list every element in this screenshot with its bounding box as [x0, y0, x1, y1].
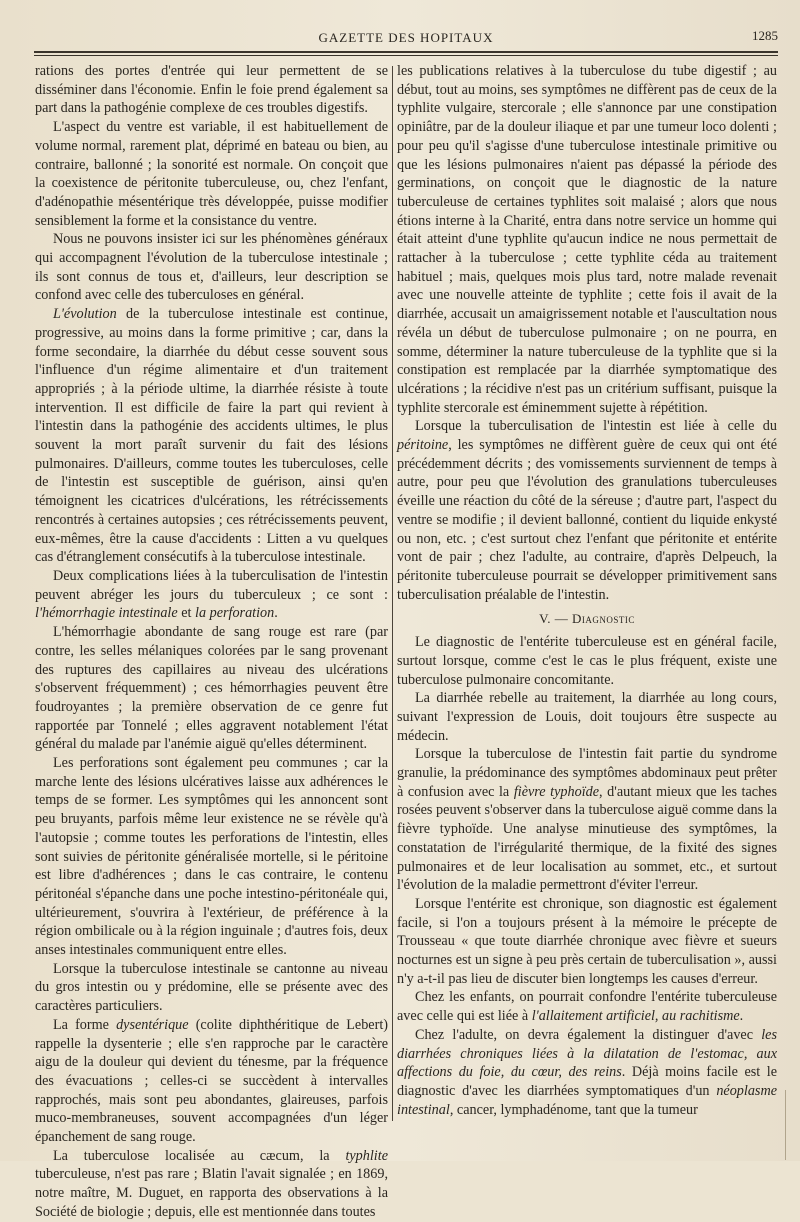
- body-text: Les perforations sont également peu communes ; car la marche lente des lésions ulcératives laisse aux adhérences le temps de se former. Les symptômes qui les annoncent sont peu bruyants, parfois même leur existence ne se révèle qu'à l'autopsie ; comme toutes les perforations de l'intestin, elles sont suivies de péritonite généralisée mortelle, si le péritoine est libre d'adhérences ; dans le cas contraire, le contenu péritonéal s'épanche dans une poche intestino-péritonéale qui, ultérieurement, s'ouvrira à l'extérieur, de préférence à la région ombilicale ou à la région inguinale ; d'autres fois, deux anses intestinales communiquent entre elles.: [35, 755, 388, 959]
- body-text: Le diagnostic de l'entérite tuberculeuse est en général facile, surtout lorsque, comme c'est le cas le plus fréquent, existe une tuberculose pulmonaire concomitante.: [397, 634, 777, 688]
- right-paragraph: [397, 895, 777, 989]
- left-paragraph: [35, 567, 388, 623]
- body-text: Deux complications liées à la tuberculisation de l'intestin peuvent abréger les jours du tuberculeux ; ce sont :: [35, 567, 388, 603]
- body-text: La diarrhée rebelle au traitement, la diarrhée au long cours, suivant l'expression de Louis, doit toujours être suspecte au médecin.: [397, 690, 777, 744]
- left-paragraph: [35, 230, 388, 305]
- body-text: , d'autant mieux que les taches rosées peuvent s'observer dans la tuberculose aiguë comme dans la fièvre typhoïde. Une analyse minutieuse des symptômes, la constatation de l'irrégularité thermique, de la fixité des signes pulmonaires et de leur localisation au sommet, etc., et surtout l'évolution de la maladie permettront d'éviter l'erreur.: [397, 783, 777, 894]
- left-paragraph: [35, 305, 388, 567]
- body-text: Chez les enfants, on pourrait confondre l'entérite tuberculeuse avec celle qui est liée à: [397, 989, 777, 1025]
- right-paragraph: [397, 62, 777, 417]
- body-text: Lorsque la tuberculisation de l'intestin est liée à celle du: [415, 418, 777, 435]
- emphasis-text: l'hémorrhagie intestinale: [35, 605, 178, 622]
- body-text: .: [739, 1008, 744, 1025]
- emphasis-text: néoplasme intestinal: [397, 1082, 777, 1118]
- body-text: La tuberculose localisée au cæcum, la: [53, 1147, 346, 1164]
- left-paragraph: [35, 623, 388, 754]
- right-paragraph: [397, 1026, 777, 1120]
- body-text: La forme: [53, 1016, 117, 1033]
- body-text: Lorsque la tuberculose de l'intestin fait partie du syndrome granulie, la prédominance des symptômes abdominaux peut prêter à confusion avec la: [397, 746, 777, 800]
- left-column: [35, 62, 388, 1222]
- body-text: et: [177, 605, 196, 622]
- right-column: [397, 62, 777, 1119]
- left-paragraph: [35, 960, 388, 1016]
- emphasis-text: fièvre typhoïde: [513, 783, 600, 800]
- body-text: tuberculeuse, n'est pas rare ; Blatin l'avait signalée ; en 1869, notre maître, M. Duguet, en rapporta des observations à la Société de biologie ; depuis, elle est mentionnée dans toutes: [35, 1166, 388, 1220]
- page-header: [34, 20, 778, 50]
- right-paragraph: [397, 988, 777, 1025]
- left-paragraph: [35, 62, 388, 118]
- body-text: Nous ne pouvons insister ici sur les phénomènes généraux qui accompagnent l'évolution de la tuberculose intestinale ; ils sont connus de tous et, d'ailleurs, leur description se confond avec celle des tuberculoses en général.: [35, 231, 388, 304]
- right-paragraph: [397, 745, 777, 895]
- left-paragraph: [35, 754, 388, 960]
- body-text: .: [274, 605, 278, 622]
- emphasis-text: la perforation: [195, 605, 275, 622]
- header-rule-thick: [34, 51, 778, 53]
- body-text: Chez l'adulte, on devra également la distinguer d'avec: [415, 1026, 762, 1043]
- body-text: Lorsque la tuberculose intestinale se cantonne au niveau du gros intestin ou y prédomine, elle se présente avec des caractères particuliers.: [35, 960, 388, 1015]
- body-text: rations des portes d'entrée qui leur permettent de se disséminer dans l'économie. Enfin le foie prend également sa part dans la pathogénie complexe de ces troubles digestifs.: [35, 63, 388, 117]
- emphasis-text: l'allaitement artificiel, au rachitisme: [531, 1008, 740, 1025]
- section-heading: V. — Diagnostic: [539, 611, 635, 627]
- body-text: L'hémorrhagie abondante de sang rouge est rare (par contre, les selles mélaniques colorées par le sang provenant des ruptures des capillaires au niveau des ulcérations s'observent fréquemment) ; ces hémorrhagies peuvent être foudroyantes ; la première observation de ce genre fut rapportée par Tonnelé ; elles aggravent notablement l'état général du malade par l'anémie aiguë qu'elles déterminent.: [35, 624, 388, 753]
- left-paragraph: [35, 1147, 388, 1222]
- right-paragraph: [397, 417, 777, 604]
- emphasis-text: péritoine: [397, 437, 449, 454]
- header-rule-thin: [34, 55, 778, 56]
- body-text: de la tuberculose intestinale est continue, progressive, au moins dans la forme primitive ; car, dans la forme secondaire, la diarrhée du début cesse souvent sous l'influence d'un régime alimentaire et d'un traitement appropriés ; à la période ultime, la diarrhée résiste à toute intervention. Il est difficile de faire la part qui revient à l'intestin dans la pathogénie des accidents ultimes, le plus souvent la mort paraît survenir du fait des lésions pulmonaires. D'ailleurs, comme toutes les tuberculoses, celle de l'intestin est susceptible de guérison, ainsi qu'en témoignent les cicatrices d'ulcérations, les rétrécissements rencontrés à certaines autopsies ; ces rétrécissements peuvent, eux-mêmes, être la cause d'accidents : Litten a vu quelques cas d'étranglement consécutifs à la tuberculose intestinale.: [35, 306, 388, 566]
- page-fold-mark: [785, 1090, 792, 1160]
- journal-title: GAZETTE DES HOPITAUX: [318, 30, 494, 45]
- body-text: L'aspect du ventre est variable, il est habituellement de volume normal, rarement plat, déprimé en bateau ou bien, au contraire, ballonné ; la sonorité est normale. On conçoit que la coexistence de péritonite tuberculeuse, ou, chez l'enfant, d'adénopathie mésentérique très développée, puisse modifier sensiblement la forme et la consistance du ventre.: [35, 119, 388, 229]
- body-text: , cancer, lymphadénome, tant que la tumeur: [449, 1101, 698, 1118]
- body-text: Lorsque l'entérite est chronique, son diagnostic est également facile, si l'on a toujours présent à la mémoire le précepte de Trousseau « que toute diarrhée chronique avec fièvre et sueurs nocturnes est un signe à peu près certain de tuberculisation », aussi n'y a-t-il pas lieu de discuter bien longtemps les causes d'erreur.: [397, 895, 777, 987]
- right-paragraph: [397, 633, 777, 689]
- emphasis-text: L'évolution: [53, 306, 117, 323]
- body-text: les publications relatives à la tuberculose du tube digestif ; au début, tout au moins, ses symptômes ne diffèrent pas de ceux de la typhlite vulgaire, stercorale ; elle s'annonce par une constipation opiniâtre, par de la douleur iliaque et par une tumeur loco dolenti ; pour peu qu'il s'agisse d'une tuberculose intestinale primitive ou que les lésions pulmonaires n'aient pas dépassé la période des germinations, on conçoit que le diagnostic de la nature tuberculeuse de certaines typhlites soit malaisé ; alors que nous étions interne à la Charité, entra dans notre service un homme qui était atteint d'une typhlite qu'aucun indice ne nous permettait de rattacher à la tuberculose ; cette typhlite céda au traitement habituel ; mais, quelques mois plus tard, notre malade revenait avec une nouvelle atteinte de typhlite ; cette fois il avait de la diarrhée, accusait un amaigrissement notable et l'auscultation nous révéla un début de tuberculose pulmonaire ; on ne pourra, en somme, déterminer la nature tuberculeuse de la typhlite que si la constipation est remplacée par la diarrhée symptomatique des ulcérations ; la récidive n'est pas un critérium suffisant, puisque la typhlite stercorale est éminemment sujette à répétition.: [397, 63, 777, 416]
- body-text: , les symptômes ne diffèrent guère de ceux qui ont été précédemment décrits ; des vomissements surviennent de temps à autre, pour peu que l'évolution des granulations tuberculeuses éveille une réaction du côté de la séreuse ; d'autre part, l'aspect du ventre se modifie ; il devient ballonné, contient du liquide enkysté ou non, etc. ; c'est surtout chez l'enfant que péritonite et entérite vont de pair ; chez l'adulte, au contraire, d'après Delpeuch, la péritonite tuberculeuse pourrait se développer primitivement sans tuberculisation préalable de l'intestin.: [397, 437, 777, 603]
- left-paragraph: [35, 1016, 388, 1147]
- left-paragraph: [35, 118, 388, 230]
- right-paragraph: [397, 689, 777, 745]
- emphasis-text: les diarrhées chroniques liées à la dilatation de l'estomac, aux affections du foie, du cœur, des reins: [397, 1026, 777, 1081]
- emphasis-text: typhlite: [345, 1147, 388, 1164]
- body-text: (colite diphthéritique de Lebert) rappelle la dysenterie ; elle s'en rapproche par le caractère aigu de la douleur qui devient du ténesme, par la fréquence des évacuations ; celles-ci se succèdent à intervalles rapprochés, mais sont peu abondantes, glaireuses, parfois muco-membraneuses, souvent accompagnées d'un léger épanchement de sang rouge.: [35, 1016, 388, 1146]
- column-divider: [392, 66, 393, 1121]
- emphasis-text: dysentérique: [116, 1016, 189, 1033]
- body-text: . Déjà moins facile est le diagnostic d'avec les diarrhées symptomatiques d'un: [397, 1064, 777, 1099]
- page-number: 1285: [752, 28, 778, 43]
